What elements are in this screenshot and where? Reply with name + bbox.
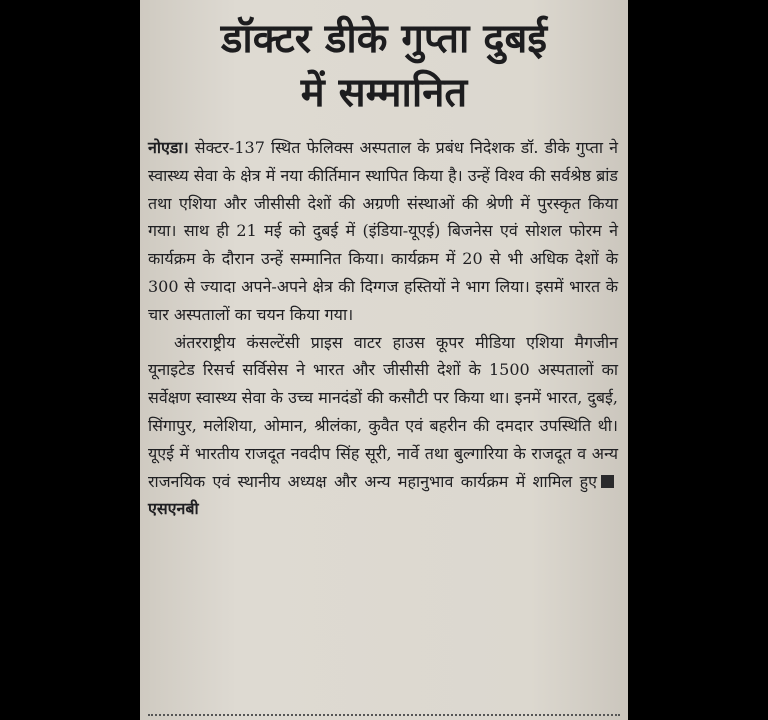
paragraph-2-text: अंतरराष्ट्रीय कंसल्टेंसी प्राइस वाटर हाउस कूपर मीडिया एशिया मैगजीन यूनाइटेड रिसर्च सर्विसेस ने भारत और जीसीसी देशों के 1500 अस्पतालों का सर्वेक्षण स्वास्थ्य सेवा के उच्च मानदंडों की कसौटी पर किया था। इनमें भारत, दुबई, सिंगापुर, मलेशिया, ओमान, श्रीलंका, कुवैत एवं बहरीन की दमदार उपस्थिति थी। यूएई में भारतीय राजदूत नवदीप सिंह सूरी, नार्वे तथा बुल्गारिया के राजदूत व अन्य राजनयिक एवं स्थानीय अध्यक्ष और अन्य महानुभाव कार्यक्रम में शामिल हुए	[148, 332, 618, 491]
headline-line-2: में सम्मानित	[300, 70, 468, 116]
paragraph-2	[148, 329, 618, 524]
article-body	[140, 120, 628, 523]
article-headline	[140, 12, 628, 120]
end-mark-icon	[601, 475, 614, 488]
bottom-divider	[148, 714, 620, 716]
byline-signature: एसएनबी	[148, 499, 199, 519]
paragraph-1	[148, 134, 618, 329]
dateline: नोएडा।	[148, 138, 189, 157]
newspaper-clipping	[140, 0, 628, 720]
paragraph-1-text: सेक्टर-137 स्थित फेलिक्स अस्पताल के प्रबंध निदेशक डॉ. डीके गुप्ता ने स्वास्थ्य सेवा के क्षेत्र में नया कीर्तिमान स्थापित किया है। उन्हें विश्व की सर्वश्रेष्ठ ब्रांड तथा एशिया और जीसीसी देशों की अग्रणी संस्थाओं की श्रेणी में पुरस्कृत किया गया। साथ ही 21 मई को दुबई में (इंडिया-यूएई) बिजनेस एवं सोशल फोरम ने कार्यक्रम के दौरान उन्हें सम्मानित किया। कार्यक्रम में 20 से भी अधिक देशों के 300 से ज्यादा अपने-अपने क्षेत्र की दिग्गज हस्तियों ने भाग लिया। इसमें भारत के चार अस्पतालों का चयन किया गया।	[148, 138, 618, 324]
headline-line-1: डॉक्टर डीके गुप्ता दुबई	[220, 16, 548, 62]
